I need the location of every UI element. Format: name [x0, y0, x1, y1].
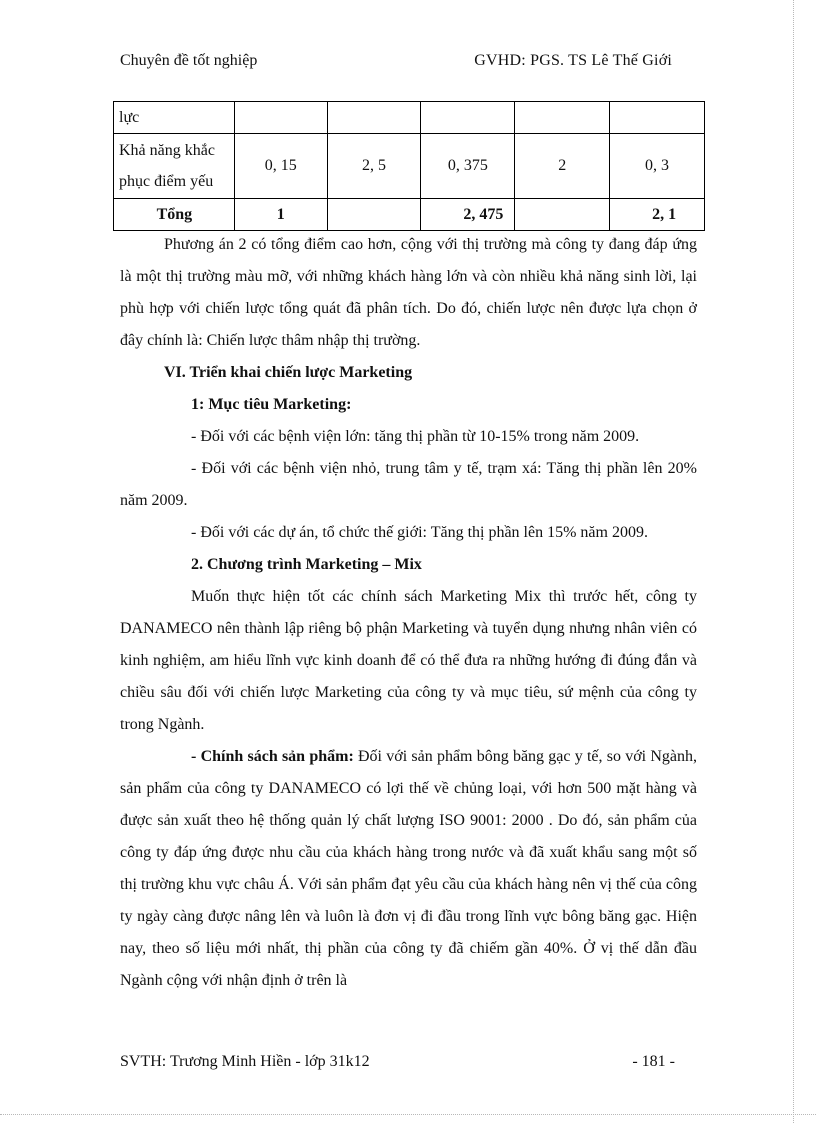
table-cell — [610, 102, 705, 134]
paragraph-marketing-mix: Muốn thực hiện tốt các chính sách Marketing Mix thì trước hết, công ty DANAMECO nên thành lập riêng bộ phận Marketing và tuyển dụng nhưng nhân viên có kinh nghiệm, am hiểu lĩnh vực kinh doanh để có thể đưa ra những hướng đi đúng đắn và chiều sâu đối với chiến lược Marketing của công ty và mục tiêu, sứ mệnh của công ty trong Ngành. — [120, 588, 697, 733]
table-cell-criterion — [114, 134, 235, 199]
product-policy-text: Đối với sản phẩm bông băng gạc y tế, so với Ngành, sản phẩm của công ty DANAMECO có lợi thế về chủng loại, với hơn 500 mặt hàng và được sản xuất theo hệ thống quản lý chất lượng ISO 9001: 2000 . Do đó, sản phẩm của công ty đáp ứng được nhu cầu của khách hàng trong nước và đã xuất khẩu sang một số thị trường khu vực châu Á. Với sản phẩm đạt yêu cầu của khách hàng nên vị thế của công ty ngày càng được nâng lên và luôn là đơn vị đi đầu trong lĩnh vực bông băng gạc. Hiện nay, theo số liệu mới nhất, thị phần của công ty đã chiếm gần 40%. Ở vị thế dẫn đầu Ngành cộng với nhận định ở trên là — [120, 748, 697, 989]
header-thesis-title: Chuyên đề tốt nghiệp — [120, 52, 258, 69]
table-cell-criterion: lực — [114, 102, 235, 134]
table-cell — [421, 102, 515, 134]
paragraph-product-policy — [120, 741, 697, 997]
page-border-right — [793, 0, 794, 1123]
header-advisor: GVHD: PGS. TS Lê Thế Giới — [474, 52, 672, 69]
table-cell — [327, 102, 421, 134]
subsection-heading-objectives: 1: Mục tiêu Marketing: — [191, 396, 352, 413]
objective-small-hospitals: - Đối với các bệnh viện nhỏ, trung tâm y tế, trạm xá: Tăng thị phần lên 20% năm 2009. — [120, 460, 697, 509]
table-cell: 1 — [234, 199, 327, 231]
criterion-line-2: phục điểm yếu — [119, 173, 214, 190]
table-cell: 2, 1 — [610, 199, 705, 231]
product-policy-label: - Chính sách sản phẩm: — [191, 748, 354, 765]
table-cell: 0, 3 — [610, 134, 705, 199]
page-number: - 181 - — [632, 1053, 675, 1070]
table-cell — [515, 102, 610, 134]
table-cell — [327, 199, 421, 231]
table-cell: 0, 15 — [234, 134, 327, 199]
table-cell: 2, 5 — [327, 134, 421, 199]
evaluation-table — [113, 101, 705, 231]
table-row — [114, 134, 705, 199]
page-footer — [120, 1053, 675, 1071]
criterion-line-1: Khả năng khắc — [119, 142, 215, 159]
paragraph-conclusion: Phương án 2 có tổng điểm cao hơn, cộng với thị trường mà công ty đang đáp ứng là một thị trường màu mỡ, với những khách hàng lớn và còn nhiều khả năng sinh lời, lại phù hợp với chiến lược tổng quát đã phân tích. Do đó, chiến lược nên được lựa chọn ở đây chính là: Chiến lược thâm nhập thị trường. — [120, 236, 697, 349]
section-heading-vi: VI. Triển khai chiến lược Marketing — [164, 364, 413, 381]
table-cell-total-label: Tổng — [114, 199, 235, 231]
table-cell: 0, 375 — [421, 134, 515, 199]
footer-student: SVTH: Trương Minh Hiền - lớp 31k12 — [120, 1053, 370, 1070]
page-header — [120, 52, 672, 70]
table-cell: 2, 475 — [421, 199, 515, 231]
table-cell — [515, 199, 610, 231]
page-body — [120, 229, 697, 997]
table-cell — [234, 102, 327, 134]
subsection-heading-marketing-mix: 2. Chương trình Marketing – Mix — [191, 556, 422, 573]
page-border-bottom — [0, 1114, 816, 1115]
table-cell: 2 — [515, 134, 610, 199]
objective-projects: - Đối với các dự án, tổ chức thế giới: Tăng thị phần lên 15% năm 2009. — [191, 524, 648, 541]
objective-large-hospitals: - Đối với các bệnh viện lớn: tăng thị phần từ 10-15% trong năm 2009. — [191, 428, 640, 445]
table-row-total — [114, 199, 705, 231]
table-row — [114, 102, 705, 134]
